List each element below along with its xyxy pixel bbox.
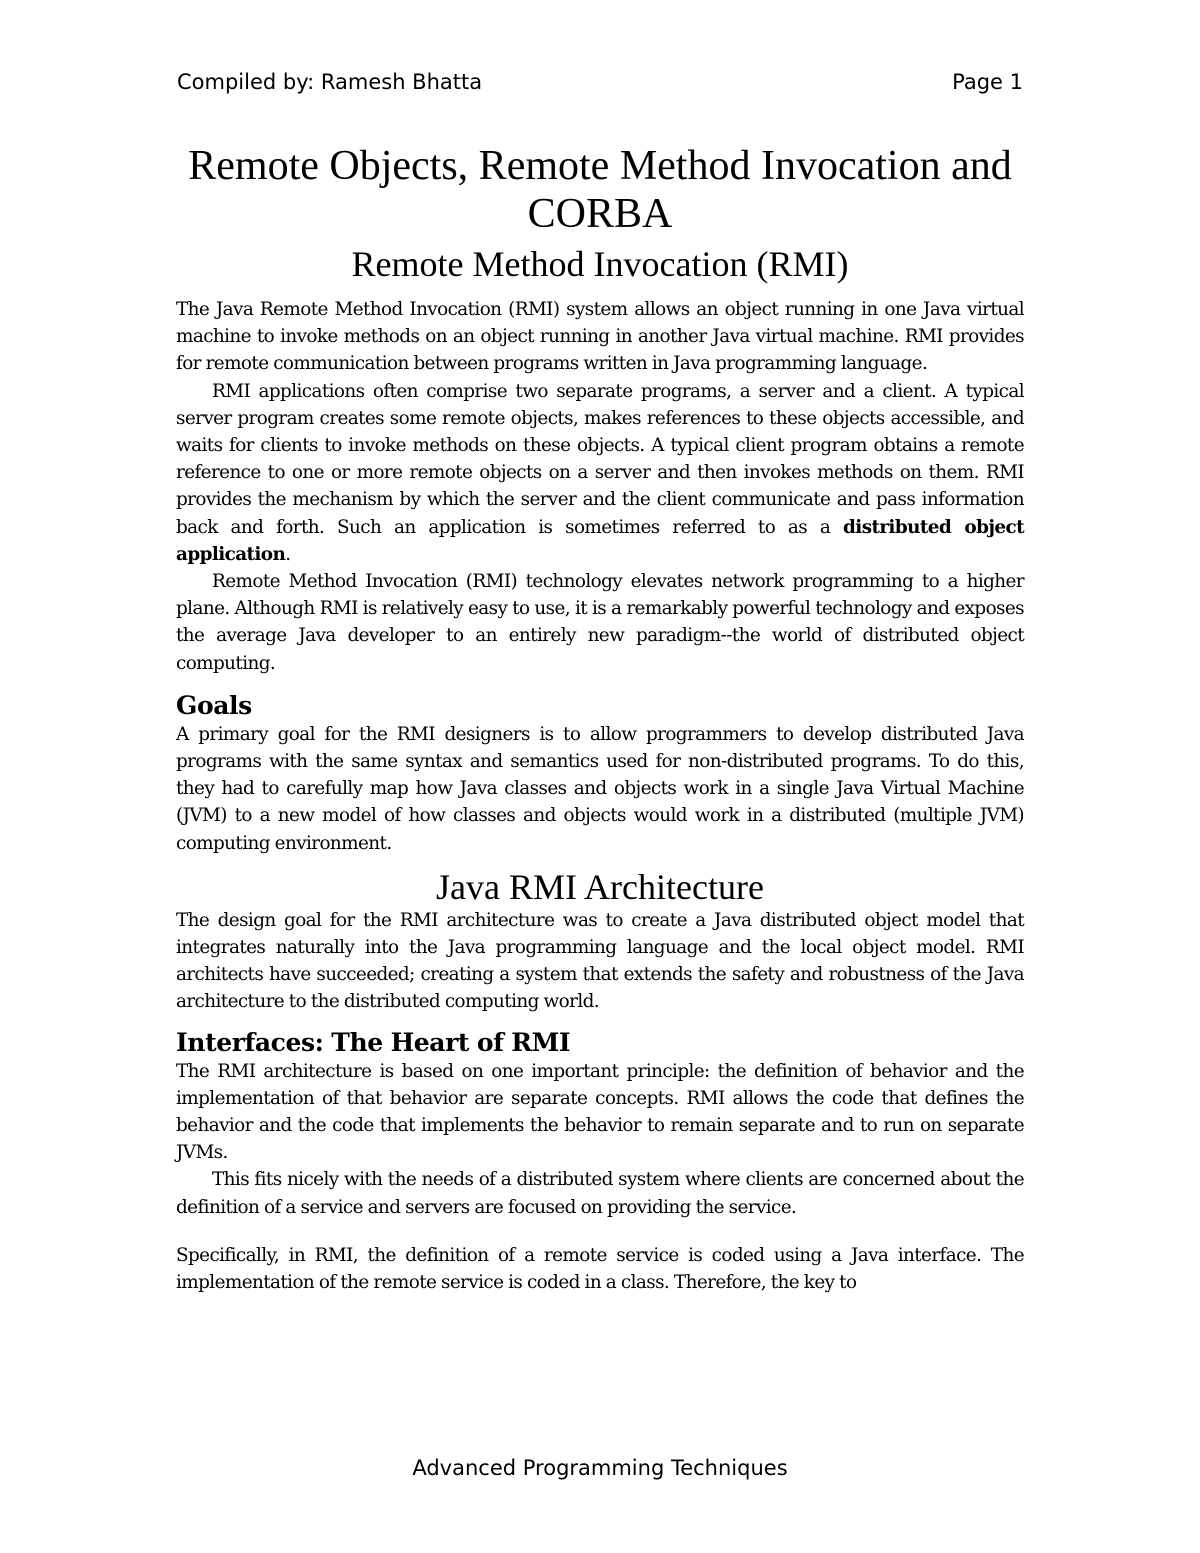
rmi-paragraph-2 — [176, 378, 1024, 568]
rmi-heading: Remote Method Invocation (RMI) — [351, 244, 849, 284]
rmi-paragraph-1: The Java Remote Method Invocation (RMI) system allows an object running in one Java virtual machine to invoke methods on an object running in another Java virtual machine. RMI provides for remote communication between programs written in Java programming language. — [176, 299, 1024, 375]
architecture-heading: Java RMI Architecture — [436, 866, 764, 907]
title-line-1: Remote Objects, Remote Method Invocation and — [188, 143, 1012, 189]
goals-paragraph: A primary goal for the RMI designers is to allow programmers to develop distributed Java programs with the same syntax and semantics used for non-distributed programs. To do this, they had to carefully map how Java classes and objects work in a single Java Virtual Machine (JVM) to a new model of how classes and objects would work in a distributed (multiple JVM) computing environment. — [176, 723, 1024, 854]
interfaces-paragraph-1: The RMI architecture is based on one important principle: the definition of behavior and the implementation of that behavior are separate concepts. RMI allows the code that defines the behavior and the code that implements the behavior to remain separate and to run on separate JVMs. — [176, 1060, 1024, 1164]
title-line-2: CORBA — [527, 191, 673, 237]
rmi-paragraph-3: Remote Method Invocation (RMI) technology elevates network programming to a higher plane. Although RMI is relatively easy to use, it is a remarkably powerful technology and exposes the average Java developer to an entirely new paradigm--the world of distributed object computing. — [176, 571, 1024, 674]
page-number: Page 1 — [952, 70, 1023, 94]
rmi-paragraph-2-end: . — [285, 543, 291, 565]
document-body — [176, 142, 1024, 1296]
architecture-paragraph: The design goal for the RMI architecture was to create a Java distributed object model that integrates naturally into the Java programming language and the local object model. RMI architects have succeeded; creating a system that extends the safety and robustness of the Java architecture to the distributed computing world. — [176, 909, 1024, 1013]
rmi-paragraph-2-text: RMI applications often comprise two separate programs, a server and a client. A typical server program creates some remote objects, makes references to these objects accessible, and waits for clients to invoke methods on these objects. A typical client program obtains a remote reference to one or more remote objects on a server and then invokes methods on them. RMI provides the mechanism by which the server and the client communicate and pass information back and forth. Such an application is sometimes referred to as a — [176, 380, 1024, 538]
interfaces-paragraph-2: This fits nicely with the needs of a distributed system where clients are concerned about the definition of a service and servers are focused on providing the service. — [176, 1169, 1024, 1218]
compiled-by-label: Compiled by: Ramesh Bhatta — [177, 70, 483, 94]
page-footer: Advanced Programming Techniques — [412, 1456, 788, 1480]
document-title — [176, 142, 1024, 238]
interfaces-heading: Interfaces: The Heart of RMI — [176, 1027, 571, 1057]
page-header — [177, 70, 1023, 102]
interfaces-paragraph-3: Specifically, in RMI, the definition of a remote service is coded using a Java interface. The implementation of the remote service is coded in a class. Therefore, the key to — [176, 1244, 1024, 1294]
goals-heading: Goals — [176, 690, 252, 720]
distributed-object-application-term: distributed object application — [176, 516, 1024, 565]
